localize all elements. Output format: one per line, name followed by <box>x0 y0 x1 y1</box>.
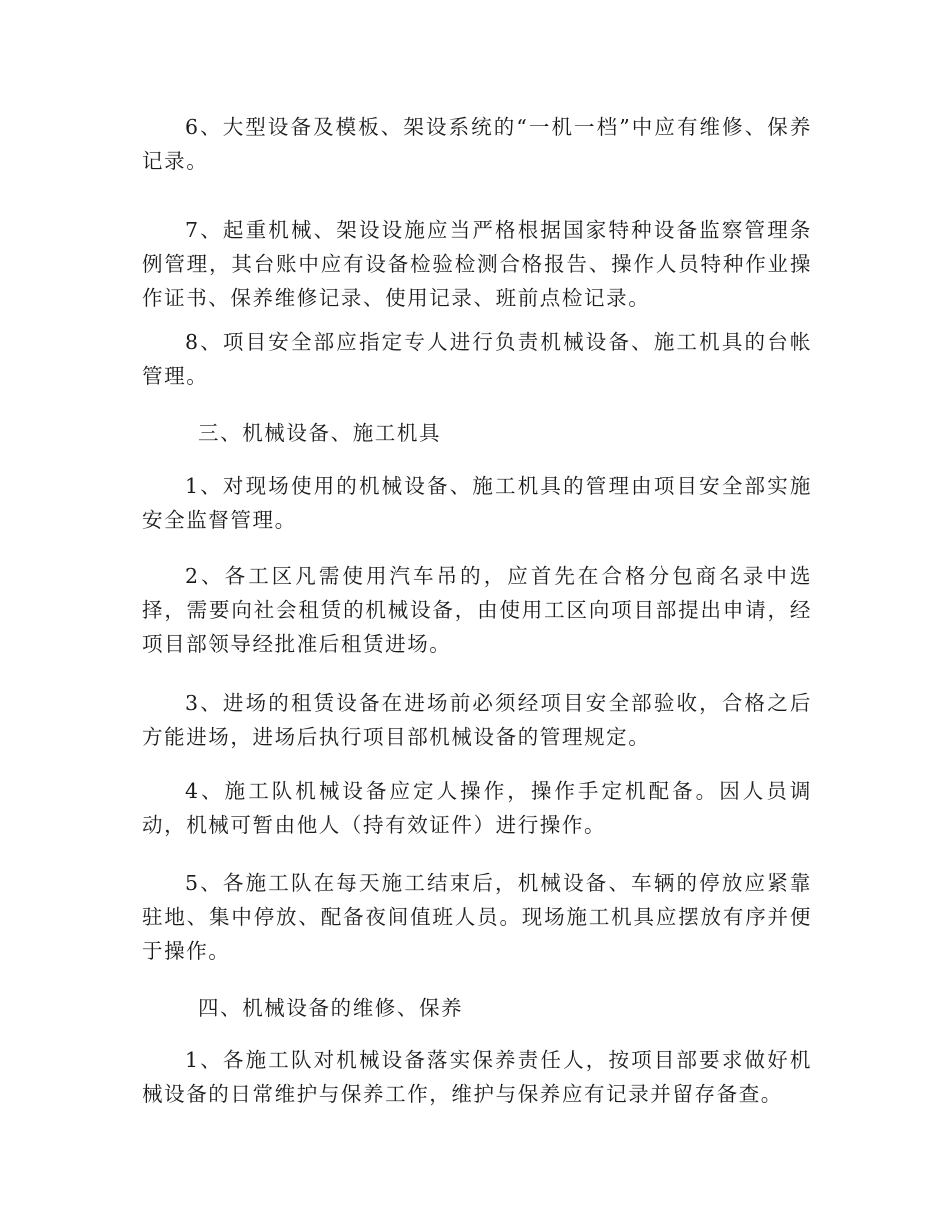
paragraph-item-7: 7、起重机械、架设设施应当严格根据国家特种设备监察管理条例管理，其台账中应有设备检验检测合格报告、操作人员特种作业操作证书、保养维修记录、使用记录、班前点检记录。 <box>142 218 812 310</box>
paragraph-item-8: 8、项目安全部应指定专人进行负责机械设备、施工机具的台帐管理。 <box>142 330 812 388</box>
paragraph-item-3: 3、进场的租赁设备在进场前必须经项目安全部验收，合格之后方能进场，进场后执行项目部机械设备的管理规定。 <box>142 691 812 749</box>
paragraph-item-5: 5、各施工队在每天施工结束后，机械设备、车辆的停放应紧靠驻地、集中停放、配备夜间值班人员。现场施工机具应摆放有序并便于操作。 <box>142 871 812 963</box>
paragraph-item-1: 1、对现场使用的机械设备、施工机具的管理由项目安全部实施安全监督管理。 <box>142 474 812 532</box>
paragraph-item-4: 4、施工队机械设备应定人操作，操作手定机配备。因人员调动，机械可暂由他人（持有效证件）进行操作。 <box>142 779 812 837</box>
paragraph-item-6: 6、大型设备及模板、架设系统的“一机一档”中应有维修、保养记录。 <box>142 115 812 173</box>
section-heading-four: 四、机械设备的维修、保养 <box>198 996 464 1020</box>
paragraph-item-1-maintenance: 1、各施工队对机械设备落实保养责任人，按项目部要求做好机械设备的日常维护与保养工作，维护与保养应有记录并留存备查。 <box>142 1048 812 1106</box>
section-heading-three: 三、机械设备、施工机具 <box>198 421 442 445</box>
paragraph-item-2: 2、各工区凡需使用汽车吊的，应首先在合格分包商名录中选择，需要向社会租赁的机械设备，由使用工区向项目部提出申请，经项目部领导经批准后租赁进场。 <box>142 564 812 656</box>
